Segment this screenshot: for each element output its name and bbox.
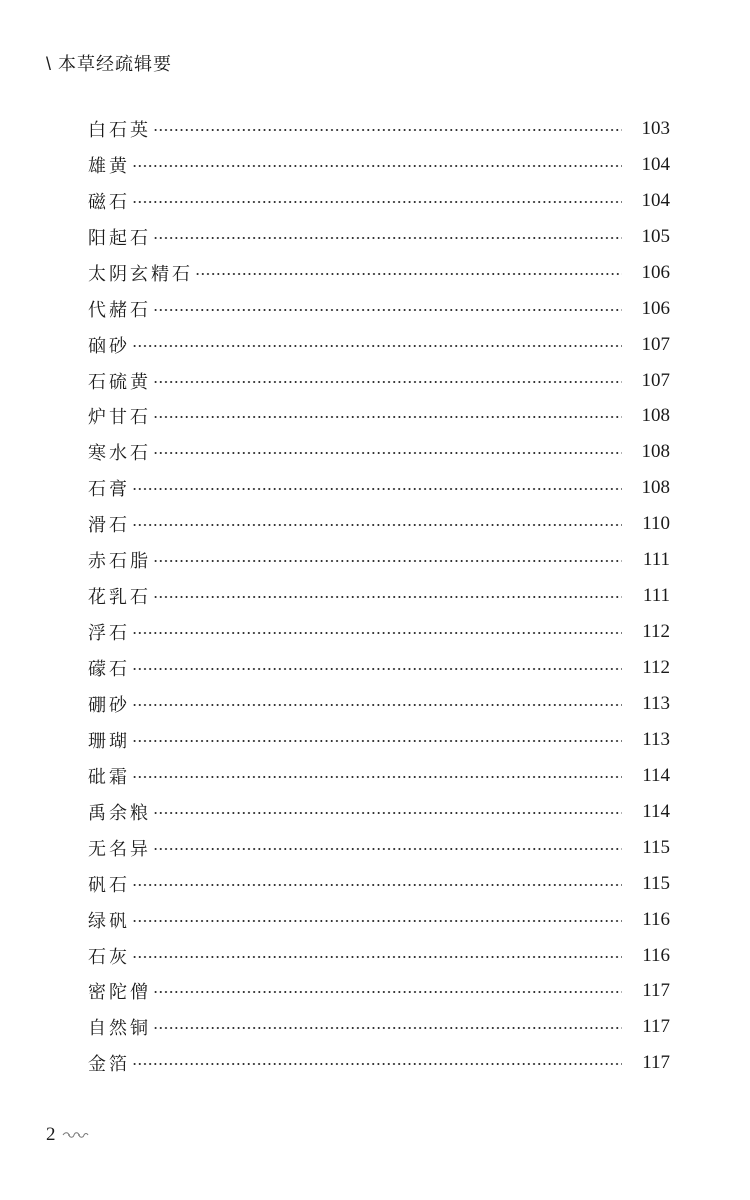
toc-entry[interactable] (88, 434, 670, 470)
dot-leader (153, 237, 622, 239)
toc-entry-page: 106 (641, 297, 670, 319)
toc-entry-title: 磁石 (88, 191, 130, 213)
toc-entry-title: 白石英 (88, 119, 151, 141)
toc-entry-title: 硇砂 (88, 335, 130, 357)
toc-entry[interactable] (88, 650, 670, 686)
dot-leader (195, 273, 622, 275)
toc-entry-page: 110 (642, 513, 670, 535)
running-header (46, 50, 172, 76)
toc-entry-page: 117 (642, 980, 670, 1002)
toc-entry-page: 103 (641, 117, 670, 139)
toc-entry-title: 花乳石 (88, 587, 151, 609)
dot-leader (132, 632, 622, 634)
toc-entry-title: 绿矾 (88, 910, 130, 932)
toc-entry-title: 矾石 (88, 874, 130, 896)
toc-entry-page: 113 (642, 692, 670, 714)
toc-entry[interactable] (88, 722, 670, 758)
toc-entry-title: 石膏 (88, 479, 130, 501)
dot-leader (153, 129, 622, 131)
toc-entry[interactable] (88, 686, 670, 722)
toc-entry-title: 金箔 (88, 1054, 130, 1076)
toc-entry-title: 珊瑚 (88, 730, 130, 752)
dot-leader (132, 165, 622, 167)
page-number: 2 (46, 1124, 56, 1145)
toc-entry-title: 寒水石 (88, 443, 151, 465)
toc-entry-page: 111 (642, 585, 670, 607)
toc-entry[interactable] (88, 1009, 670, 1045)
toc-entry[interactable] (88, 470, 670, 506)
toc-entry-title: 雄黄 (88, 155, 130, 177)
toc-entry-title: 石硫黄 (88, 371, 151, 393)
toc-entry-title: 石灰 (88, 946, 130, 968)
cloud-ornament-icon (61, 1130, 89, 1140)
toc-entry[interactable] (88, 902, 670, 938)
toc-entry-page: 112 (642, 657, 670, 679)
toc-entry[interactable] (88, 147, 670, 183)
toc-entry-page: 115 (642, 872, 670, 894)
dot-leader (132, 884, 622, 886)
dot-leader (153, 848, 622, 850)
dot-leader (132, 956, 622, 958)
toc-entry-page: 104 (641, 189, 670, 211)
dot-leader (132, 704, 622, 706)
dot-leader (153, 381, 622, 383)
toc-entry-page: 117 (642, 1052, 670, 1074)
dot-leader (153, 309, 622, 311)
toc-entry-title: 滑石 (88, 515, 130, 537)
toc-entry-title: 礞石 (88, 659, 130, 681)
toc-entry[interactable] (88, 974, 670, 1010)
toc-entry[interactable] (88, 506, 670, 542)
toc-entry-page: 107 (641, 369, 670, 391)
toc-entry-page: 114 (642, 764, 670, 786)
toc-entry-page: 116 (642, 908, 670, 930)
toc-entry-title: 代赭石 (88, 299, 151, 321)
toc-entry-page: 106 (641, 261, 670, 283)
toc-entry-page: 116 (642, 944, 670, 966)
toc-entry[interactable] (88, 830, 670, 866)
dot-leader (132, 668, 622, 670)
toc-entry-page: 114 (642, 800, 670, 822)
running-title: 本草经疏辑要 (58, 54, 173, 75)
dot-leader (132, 488, 622, 490)
toc-entry-page: 113 (642, 728, 670, 750)
dot-leader (153, 452, 622, 454)
dot-leader (132, 920, 622, 922)
toc-entry-title: 太阴玄精石 (88, 263, 193, 285)
dot-leader (153, 560, 622, 562)
toc-entry[interactable] (88, 111, 670, 147)
table-of-contents (88, 111, 670, 1081)
toc-entry-title: 阳起石 (88, 227, 151, 249)
toc-entry[interactable] (88, 866, 670, 902)
toc-entry-title: 禹余粮 (88, 802, 151, 824)
dot-leader (153, 991, 622, 993)
toc-entry-page: 108 (641, 477, 670, 499)
toc-entry-title: 硼砂 (88, 694, 130, 716)
page-footer (46, 1124, 89, 1146)
toc-entry-page: 108 (641, 441, 670, 463)
dot-leader (132, 345, 622, 347)
toc-entry-title: 炉甘石 (88, 407, 151, 429)
toc-entry[interactable] (88, 938, 670, 974)
toc-entry[interactable] (88, 794, 670, 830)
header-slash: \ (46, 54, 53, 74)
toc-entry-page: 107 (641, 333, 670, 355)
toc-entry-title: 砒霜 (88, 766, 130, 788)
dot-leader (153, 416, 622, 418)
toc-entry[interactable] (88, 183, 670, 219)
toc-entry[interactable] (88, 758, 670, 794)
toc-entry[interactable] (88, 327, 670, 363)
toc-entry-title: 自然铜 (88, 1018, 151, 1040)
toc-entry-title: 浮石 (88, 623, 130, 645)
toc-entry-title: 密陀僧 (88, 982, 151, 1004)
toc-entry[interactable] (88, 1045, 670, 1081)
dot-leader (132, 740, 622, 742)
dot-leader (153, 596, 622, 598)
toc-entry[interactable] (88, 542, 670, 578)
dot-leader (153, 812, 622, 814)
toc-entry[interactable] (88, 578, 670, 614)
toc-entry[interactable] (88, 363, 670, 399)
toc-entry[interactable] (88, 255, 670, 291)
toc-entry-page: 115 (642, 836, 670, 858)
toc-entry-title: 赤石脂 (88, 551, 151, 573)
dot-leader (153, 1027, 622, 1029)
toc-entry-page: 105 (641, 225, 670, 247)
toc-entry-page: 117 (642, 1016, 670, 1038)
toc-entry[interactable] (88, 219, 670, 255)
dot-leader (132, 524, 622, 526)
toc-entry[interactable] (88, 614, 670, 650)
toc-entry-page: 104 (641, 153, 670, 175)
dot-leader (132, 776, 622, 778)
dot-leader (132, 1063, 622, 1065)
toc-entry-title: 无名异 (88, 838, 151, 860)
toc-entry-page: 112 (642, 621, 670, 643)
toc-entry[interactable] (88, 399, 670, 435)
toc-entry-page: 108 (641, 405, 670, 427)
toc-entry-page: 111 (642, 549, 670, 571)
dot-leader (132, 201, 622, 203)
toc-entry[interactable] (88, 291, 670, 327)
